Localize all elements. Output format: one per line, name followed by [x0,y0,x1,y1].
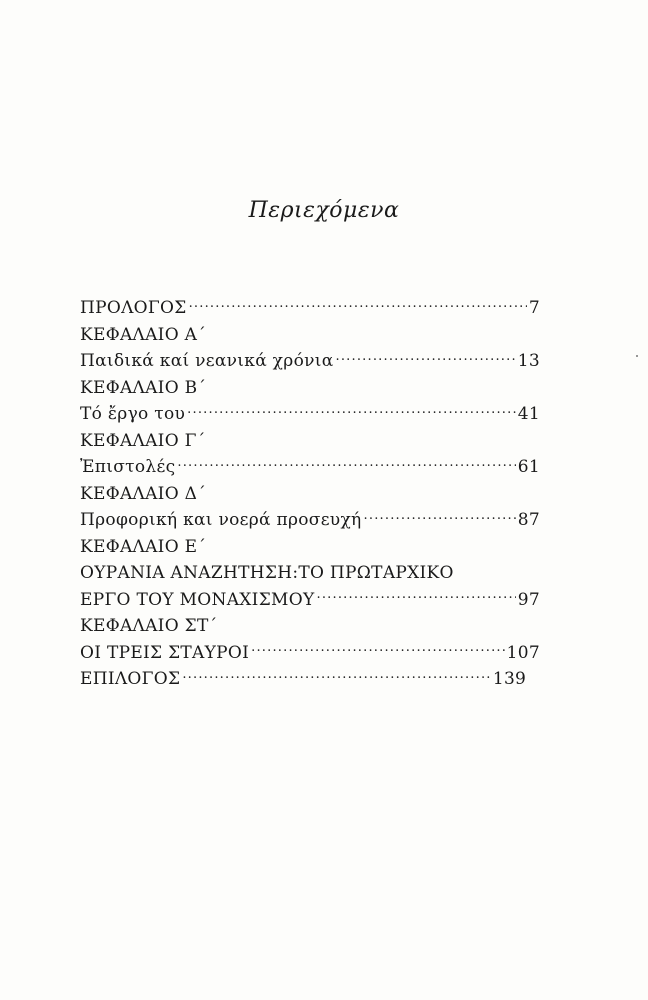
toc-entry [80,454,540,481]
toc-entry [80,666,526,693]
dot-leader [177,455,515,472]
toc-entry-label: ΠΡΟΛΟΓΟΣ [80,298,187,318]
dot-leader [364,508,516,525]
toc-chapter-heading: ΚΕΦΑΛΑΙΟ ΣΤ΄ [80,616,218,636]
toc-page-number: 139 [492,669,527,689]
toc-entry-label: ΟΙ ΤΡΕΙΣ ΣΤΑΥΡΟΙ [80,642,250,663]
table-of-contents [80,295,540,693]
toc-chapter-heading: ΚΕΦΑΛΑΙΟ Α΄ [80,324,207,345]
toc-entry-label: Ἐπιστολές [80,457,176,477]
dot-leader [336,349,516,366]
toc-page-number: 13 [517,351,540,371]
dot-leader [189,296,527,313]
toc-page-number: 87 [517,510,540,530]
dot-leader [187,402,516,419]
toc-page-number: 61 [517,457,540,477]
toc-chapter-heading: ΚΕΦΑΛΑΙΟ Β΄ [80,377,207,398]
toc-page-number: 41 [517,404,540,424]
toc-entry-label: Προφορική και νοερά προσευχή [80,510,362,530]
toc-entry-label: ΕΠΙΛΟΓΟΣ [80,669,181,689]
toc-page-number: 7 [528,298,540,318]
toc-entry [80,507,540,534]
toc-entry [80,401,540,428]
page-title: Περιεχόμενα [248,198,400,223]
toc-entry [80,587,540,614]
toc-chapter-heading: ΚΕΦΑΛΑΙΟ Γ΄ [80,430,206,451]
toc-entry [80,348,540,375]
toc-entry-label: Παιδικά καί νεανικά χρόνια [80,351,334,371]
toc-page-number: 97 [517,589,540,610]
toc-entry [80,295,540,322]
paper-speck [636,355,638,357]
toc-chapter-heading: ΟΥΡΑΝΙΑ ΑΝΑΖΗΤΗΣΗ:ΤΟ ΠΡΩΤΑΡΧΙΚΟ [80,563,454,583]
toc-chapter-heading: ΚΕΦΑΛΑΙΟ Ε΄ [80,536,207,557]
toc-page-number: 107 [506,642,540,663]
toc-chapter-heading: ΚΕΦΑΛΑΙΟ Δ΄ [80,483,207,504]
dot-leader [182,667,491,684]
dot-leader [251,641,505,658]
dot-leader [317,588,516,605]
toc-entry [80,640,540,667]
toc-entry-label: ΕΡΓΟ ΤΟΥ ΜΟΝΑΧΙΣΜΟΥ [80,589,315,610]
toc-entry-label: Τό ἔργο του [80,404,186,424]
